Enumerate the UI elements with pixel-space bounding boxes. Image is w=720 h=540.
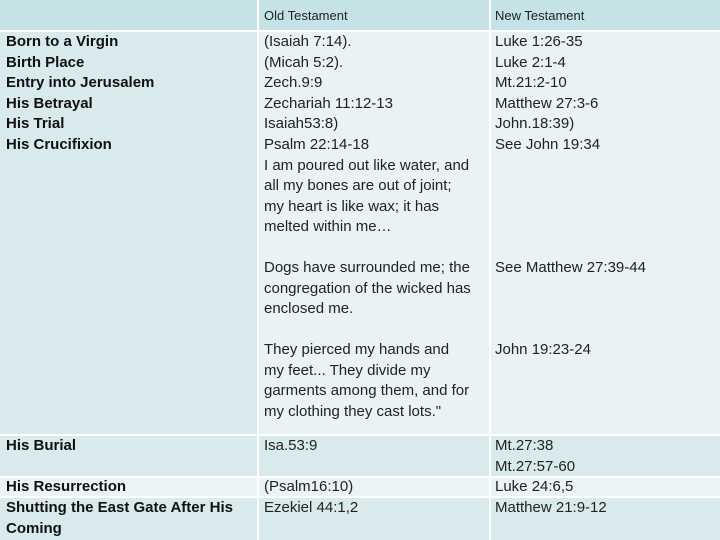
event-crucifixion: His Crucifixion: [6, 135, 112, 153]
burial-new-refs: [491, 436, 720, 477]
old-ref: Zech.9:9: [264, 74, 323, 92]
east-gate-line: Coming: [6, 519, 62, 537]
dogs-quote-line: enclosed me.: [264, 300, 354, 318]
event-entry-jerusalem: Entry into Jerusalem: [6, 74, 155, 92]
dogs-ref: See Matthew 27:39-44: [495, 259, 646, 276]
header-old-testament: Old Testament: [264, 8, 348, 23]
east-gate-old-ref: Ezekiel 44:1,2: [264, 499, 359, 516]
event-east-gate: [0, 498, 257, 539]
event-trial: His Trial: [6, 115, 65, 133]
event-resurrection: His Resurrection: [6, 478, 127, 495]
dogs-quote: [259, 258, 489, 320]
burial-new-ref: Mt.27:38: [495, 437, 554, 454]
header-new-testament: New Testament: [495, 8, 585, 23]
dogs-quote-line: Dogs have surrounded me; the: [264, 259, 470, 276]
event-betrayal: His Betrayal: [6, 94, 93, 112]
new-ref: Luke 1:26-35: [495, 33, 583, 50]
psalm-quote-line: I am poured out like water, and: [264, 156, 470, 174]
psalm-quote-line: my heart is like wax; it has: [264, 197, 440, 215]
resurrection-old-ref: (Psalm16:10): [264, 478, 354, 495]
pierced-quote-line: my feet... They divide my: [264, 361, 431, 379]
old-ref: Psalm 22:14-18: [264, 135, 370, 153]
event-birth-place: Birth Place: [6, 53, 85, 71]
east-gate-line: Shutting the East Gate After His: [6, 499, 233, 516]
burial-old-ref: Isa.53:9: [264, 437, 318, 454]
new-testament-refs: [491, 32, 720, 156]
old-ref: Zechariah 11:12-13: [264, 94, 393, 112]
new-ref: Mt.21:2-10: [495, 74, 567, 92]
pierced-quote-line: my clothing they cast lots.": [264, 402, 442, 420]
pierced-quote-line: They pierced my hands and: [264, 341, 450, 358]
psalm-quote-line: all my bones are out of joint;: [264, 177, 452, 195]
old-testament-refs: [259, 32, 489, 238]
pierced-quote: [259, 340, 489, 422]
event-born-virgin: Born to a Virgin: [6, 33, 119, 50]
new-ref: John.18:39): [495, 115, 575, 133]
pierced-quote-line: garments among them, and for: [264, 382, 470, 400]
old-ref: (Isaiah 7:14).: [264, 33, 352, 50]
new-ref: See John 19:34: [495, 135, 601, 153]
old-ref: (Micah 5:2).: [264, 53, 344, 71]
resurrection-new-ref: Luke 24:6,5: [495, 478, 574, 495]
old-ref: Isaiah53:8): [264, 115, 339, 133]
events-list: [0, 32, 257, 156]
psalm-quote-line: melted within me…: [264, 218, 392, 236]
new-ref: Luke 2:1-4: [495, 53, 566, 71]
event-burial: His Burial: [6, 437, 77, 454]
burial-new-ref: Mt.27:57-60: [495, 457, 576, 475]
dogs-quote-line: congregation of the wicked has: [264, 279, 471, 297]
pierced-ref: John 19:23-24: [495, 341, 591, 358]
new-ref: Matthew 27:3-6: [495, 94, 599, 112]
east-gate-new-ref: Matthew 21:9-12: [495, 499, 607, 516]
